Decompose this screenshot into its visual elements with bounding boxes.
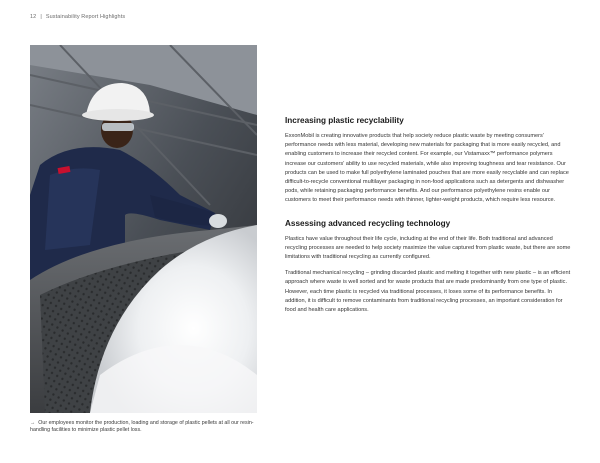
section-heading-recyclability: Increasing plastic recyclability bbox=[285, 116, 404, 125]
worker-photo bbox=[30, 45, 257, 413]
report-title: Sustainability Report Highlights bbox=[45, 14, 126, 20]
arrow-right-icon: → bbox=[30, 420, 36, 426]
paragraph-advanced-recycling-2: Traditional mechanical recycling – grinding discarded plastic and melting it together with new plastic – is an efficient approach where waste is well sorted and for waste products that are made predominantly from one type of plastic. However, each time plastic is recycled via traditional processes, it loses some of its performance benefits. In addition, it is difficult to remove contaminants from traditional recycling processes, an important consideration for food and health care applications. bbox=[285, 270, 571, 314]
paragraph-advanced-recycling-1: Plastics have value throughout their life cycle, including at the end of their life. Both traditional and advanced recycling processes are needed to help society maximize the value captured from plastic waste, but there are some limitations with traditional recycling as currently configured. bbox=[285, 235, 571, 261]
caption-text: Our employees monitor the production, loading and storage of plastic pellets at all our resin-handling facilities to minimize plastic pellet loss. bbox=[30, 420, 254, 434]
worker-with-plastic-pellets-photo bbox=[30, 45, 257, 413]
paragraph-recyclability: ExxonMobil is creating innovative products that help society reduce plastic waste by meeting consumers’ performance needs with less material, developing new materials for packaging that is more easily recycled, and enabling customers to increase their recycled content. For example, our Vistamaxx™ performance polymers increase our customers’ ability to use recycled materials, while also improving toughness and tear resistance. Our products can be used to make full polyethylene laminated pouches that are more easily recyclable and can replace difficult-to-recycle conventional multilayer packaging in non-food applications such as detergents and dishwasher pods, while retaining packaging performance benefits. And our performance polyethylene resins enable our customers to meet their performance needs with thinner, lighter-weight products, which require less resource. bbox=[285, 133, 569, 204]
photo-caption bbox=[30, 420, 270, 434]
section-heading-advanced-recycling: Assessing advanced recycling technology bbox=[285, 218, 451, 228]
page-number: 12 bbox=[30, 14, 37, 20]
main-content bbox=[285, 116, 573, 322]
page-header bbox=[30, 14, 125, 20]
header-separator: | bbox=[40, 14, 42, 20]
